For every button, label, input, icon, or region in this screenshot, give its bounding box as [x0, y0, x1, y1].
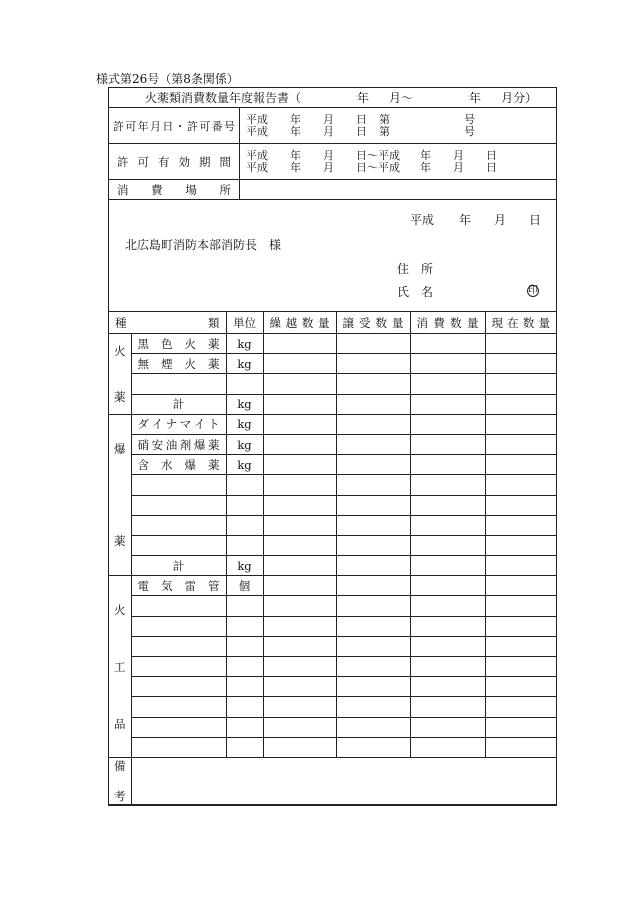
- table-row: [109, 414, 556, 434]
- input-cell[interactable]: [336, 636, 410, 656]
- permit-date-row: [109, 108, 556, 144]
- item-black-powder: 黒 色 火 薬: [131, 334, 226, 354]
- unit-cell: kg: [226, 556, 263, 576]
- input-cell[interactable]: [410, 677, 485, 697]
- place-row: [109, 180, 556, 200]
- unit-cell[interactable]: [226, 475, 263, 495]
- table-row: [109, 394, 556, 414]
- unit-cell: kg: [226, 354, 263, 374]
- input-cell[interactable]: [485, 737, 556, 757]
- input-cell[interactable]: [336, 616, 410, 636]
- input-cell[interactable]: [485, 717, 556, 737]
- input-cell[interactable]: [485, 414, 556, 434]
- input-cell[interactable]: [410, 374, 485, 394]
- table-row: [109, 434, 556, 454]
- item-blank[interactable]: [131, 697, 226, 717]
- input-cell[interactable]: [336, 576, 410, 596]
- table-row: [109, 717, 556, 737]
- group-remarks: 備 考: [109, 757, 131, 804]
- table-row: [109, 636, 556, 656]
- input-cell[interactable]: [485, 636, 556, 656]
- item-detonator: 電 気 雷 管: [131, 576, 226, 596]
- input-cell[interactable]: [485, 394, 556, 414]
- table-row: [109, 334, 556, 354]
- item-blank[interactable]: [131, 616, 226, 636]
- input-cell[interactable]: [336, 596, 410, 616]
- input-cell[interactable]: [485, 697, 556, 717]
- table-row: [109, 737, 556, 757]
- input-cell[interactable]: [336, 475, 410, 495]
- input-cell[interactable]: [263, 556, 336, 576]
- header-consume: 消 費 数 量: [410, 312, 485, 334]
- address-label: 住: [397, 262, 410, 276]
- input-cell[interactable]: [485, 495, 556, 515]
- input-cell[interactable]: [263, 455, 336, 475]
- item-anfo: 硝 安 油 剤 爆 薬: [131, 434, 226, 454]
- table-row: [109, 657, 556, 677]
- permit-date-line-1: 平成 年 月 日 第 号: [246, 112, 475, 126]
- input-cell[interactable]: [336, 657, 410, 677]
- permit-date-label: 許 可 年 月 日 ・ 許 可 番 号: [109, 108, 240, 143]
- input-cell[interactable]: [263, 596, 336, 616]
- input-cell[interactable]: [263, 657, 336, 677]
- input-cell[interactable]: [485, 616, 556, 636]
- table-row: [109, 616, 556, 636]
- input-cell[interactable]: [410, 596, 485, 616]
- input-cell[interactable]: [410, 717, 485, 737]
- input-cell[interactable]: [263, 354, 336, 374]
- input-cell[interactable]: [263, 515, 336, 535]
- report-form: [108, 87, 557, 806]
- input-cell[interactable]: [336, 677, 410, 697]
- group-gunpowder: 火 薬: [109, 334, 131, 415]
- input-cell[interactable]: [336, 394, 410, 414]
- input-cell[interactable]: [410, 576, 485, 596]
- permit-date-line-2: 平成 年 月 日 第 号: [246, 124, 475, 138]
- table-row: [109, 677, 556, 697]
- input-cell[interactable]: [410, 455, 485, 475]
- permit-period-line-1: 平成 年 月 日～平成 年 月 日: [246, 148, 497, 162]
- input-cell[interactable]: [263, 697, 336, 717]
- form-caption: 様式第26号（第8条関係）: [96, 72, 239, 86]
- seal-icon: 印: [528, 285, 538, 296]
- input-cell[interactable]: [410, 354, 485, 374]
- input-cell[interactable]: [263, 334, 336, 354]
- unit-cell: kg: [226, 455, 263, 475]
- input-cell[interactable]: [263, 636, 336, 656]
- table-row: [109, 374, 556, 394]
- input-cell[interactable]: [336, 535, 410, 555]
- item-slurry: 含 水 爆 薬: [131, 455, 226, 475]
- group-explosive: 爆 薬: [109, 414, 131, 576]
- input-cell[interactable]: [485, 596, 556, 616]
- unit-cell[interactable]: [226, 737, 263, 757]
- date-era: 平成: [410, 213, 435, 227]
- input-cell[interactable]: [410, 616, 485, 636]
- date-day: 日: [529, 213, 542, 227]
- item-blank[interactable]: [131, 677, 226, 697]
- unit-cell: kg: [226, 394, 263, 414]
- item-blank[interactable]: [131, 495, 226, 515]
- input-cell[interactable]: [410, 334, 485, 354]
- item-blank[interactable]: [131, 737, 226, 757]
- input-cell[interactable]: [336, 374, 410, 394]
- place-value[interactable]: [240, 180, 556, 199]
- input-cell[interactable]: [410, 657, 485, 677]
- permit-date-value[interactable]: [240, 108, 556, 143]
- unit-cell[interactable]: [226, 616, 263, 636]
- input-cell[interactable]: [410, 475, 485, 495]
- item-blank[interactable]: [131, 596, 226, 616]
- unit-cell[interactable]: [226, 636, 263, 656]
- unit-cell: kg: [226, 414, 263, 434]
- input-cell[interactable]: [410, 636, 485, 656]
- input-cell[interactable]: [485, 334, 556, 354]
- input-cell[interactable]: [485, 535, 556, 555]
- input-cell[interactable]: [336, 495, 410, 515]
- table-row: [109, 697, 556, 717]
- input-cell[interactable]: [485, 677, 556, 697]
- unit-cell: 個: [226, 576, 263, 596]
- unit-cell[interactable]: [226, 717, 263, 737]
- input-cell[interactable]: [263, 394, 336, 414]
- input-cell[interactable]: [336, 354, 410, 374]
- input-cell[interactable]: [336, 434, 410, 454]
- input-cell[interactable]: [410, 515, 485, 535]
- form-title: 火薬類消費数量年度報告書（ 年 月～ 年 月分）: [145, 91, 538, 105]
- input-cell[interactable]: [336, 334, 410, 354]
- header-kind: 種 類: [109, 312, 226, 334]
- header-unit: 単位: [226, 312, 263, 334]
- unit-cell: kg: [226, 434, 263, 454]
- input-cell[interactable]: [410, 394, 485, 414]
- item-blank[interactable]: [131, 535, 226, 555]
- item-blank[interactable]: [131, 657, 226, 677]
- input-cell[interactable]: [410, 737, 485, 757]
- item-dynamite: ダ イ ナ マ イ ト: [131, 414, 226, 434]
- input-cell[interactable]: [410, 697, 485, 717]
- input-cell[interactable]: [485, 576, 556, 596]
- table-row: [109, 475, 556, 495]
- input-cell[interactable]: [263, 414, 336, 434]
- remarks-row: [109, 757, 556, 804]
- input-cell[interactable]: [410, 535, 485, 555]
- table-row: [109, 455, 556, 475]
- input-cell[interactable]: [336, 515, 410, 535]
- place-label: 消 費 場 所: [109, 180, 240, 199]
- item-blank[interactable]: [131, 636, 226, 656]
- table-row: [109, 556, 556, 576]
- input-cell[interactable]: [485, 434, 556, 454]
- date-year: 年: [459, 213, 472, 227]
- unit-cell[interactable]: [226, 657, 263, 677]
- permit-period-label: 許 可 有 効 期 間: [109, 144, 240, 179]
- table-row: [109, 535, 556, 555]
- input-cell[interactable]: [263, 576, 336, 596]
- input-cell[interactable]: [410, 414, 485, 434]
- table-row: [109, 354, 556, 374]
- unit-cell[interactable]: [226, 535, 263, 555]
- permit-period-line-2: 平成 年 月 日～平成 年 月 日: [246, 160, 497, 174]
- input-cell[interactable]: [263, 737, 336, 757]
- table-row: [109, 596, 556, 616]
- input-cell[interactable]: [263, 535, 336, 555]
- table-row: [109, 576, 556, 596]
- remarks-field[interactable]: [131, 757, 556, 804]
- input-cell[interactable]: [410, 434, 485, 454]
- group-fireworks: 火 工 品: [109, 576, 131, 758]
- input-cell[interactable]: [263, 434, 336, 454]
- input-cell[interactable]: [410, 495, 485, 515]
- input-cell[interactable]: [410, 556, 485, 576]
- item-total: 計: [131, 394, 226, 414]
- input-cell[interactable]: [485, 515, 556, 535]
- item-blank[interactable]: [131, 475, 226, 495]
- unit-cell[interactable]: [226, 697, 263, 717]
- title-row: [109, 88, 556, 108]
- input-cell[interactable]: [485, 455, 556, 475]
- item-blank[interactable]: [131, 374, 226, 394]
- header-transfer: 譲 受 数 量: [336, 312, 410, 334]
- item-blank[interactable]: [131, 717, 226, 737]
- unit-cell[interactable]: [226, 596, 263, 616]
- table-header: [109, 312, 556, 334]
- input-cell[interactable]: [485, 475, 556, 495]
- input-cell[interactable]: [263, 677, 336, 697]
- input-cell[interactable]: [263, 374, 336, 394]
- input-cell[interactable]: [485, 374, 556, 394]
- input-cell[interactable]: [263, 717, 336, 737]
- date-month: 月: [494, 213, 507, 227]
- quantity-table-wrap: [109, 312, 556, 805]
- input-cell[interactable]: [485, 657, 556, 677]
- permit-period-value[interactable]: [240, 144, 556, 179]
- unit-cell[interactable]: [226, 374, 263, 394]
- input-cell[interactable]: [336, 717, 410, 737]
- input-cell[interactable]: [485, 556, 556, 576]
- unit-cell[interactable]: [226, 677, 263, 697]
- input-cell[interactable]: [263, 495, 336, 515]
- item-total: 計: [131, 556, 226, 576]
- quantity-table: [109, 312, 556, 804]
- unit-cell[interactable]: [226, 515, 263, 535]
- name-label: 氏: [397, 285, 410, 299]
- address-block: 平成 年 月 日 北広島町消防本部消防長 様 住 所 氏 名 印: [109, 200, 556, 312]
- input-cell[interactable]: [336, 556, 410, 576]
- unit-cell: kg: [226, 334, 263, 354]
- header-current: 現 在 数 量: [485, 312, 556, 334]
- item-smokeless: 無 煙 火 薬: [131, 354, 226, 374]
- header-carry: 繰 越 数 量: [263, 312, 336, 334]
- input-cell[interactable]: [263, 475, 336, 495]
- input-cell[interactable]: [485, 354, 556, 374]
- input-cell[interactable]: [336, 414, 410, 434]
- table-row: [109, 495, 556, 515]
- input-cell[interactable]: [263, 616, 336, 636]
- input-cell[interactable]: [336, 455, 410, 475]
- input-cell[interactable]: [336, 737, 410, 757]
- table-row: [109, 515, 556, 535]
- recipient: 北広島町消防本部消防長 様: [125, 238, 282, 252]
- input-cell[interactable]: [336, 697, 410, 717]
- permit-period-row: [109, 144, 556, 180]
- unit-cell[interactable]: [226, 495, 263, 515]
- item-blank[interactable]: [131, 515, 226, 535]
